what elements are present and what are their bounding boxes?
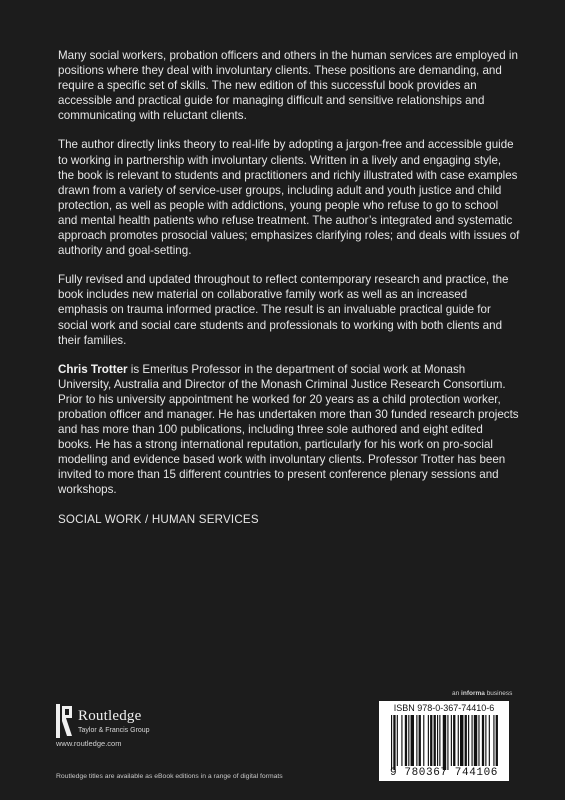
- blurb-paragraph-3: Fully revised and updated throughout to reflect contemporary research and practice, the book includes new material on collaborative family work as well as an increased emphasis on trauma informed practice. The result is an invaluable practical guide for social work and social care students and professionals to working with both clients and their families.: [58, 273, 509, 347]
- barcode-bar: [485, 715, 486, 766]
- barcode-bar: [493, 715, 494, 766]
- barcode-bar: [453, 715, 455, 766]
- barcode-bar: [472, 715, 473, 766]
- barcode-bar: [482, 715, 484, 766]
- blurb: [58, 48, 520, 527]
- barcode: [379, 701, 509, 781]
- informa-business-tag: [452, 690, 512, 697]
- informa-suffix: business: [484, 690, 513, 697]
- barcode-bar: [391, 715, 392, 770]
- ebook-footnote: Routledge titles are available as eBook editions in a range of digital formats: [56, 773, 283, 780]
- author-bio: [58, 362, 520, 498]
- blurb-paragraph-1: Many social workers, probation officers and others in the human services are employed in positions where they deal with involuntary clients. These positions are demanding, and require a specific set of skills. The new edition of this successful book provides an accessible and practical guide for managing difficult and sensitive relationships and communicating with reluctant clients.: [58, 49, 518, 123]
- barcode-bar: [416, 715, 417, 766]
- barcode-bar: [460, 715, 463, 766]
- barcode-bar: [393, 715, 395, 770]
- barcode-bar: [397, 715, 398, 766]
- blurb-paragraph-2: The author directly links theory to real-life by adopting a jargon-free and accessible guide to working in partnership with involuntary clients. Written in a lively and engaging style, the book is relevant to students and practitioners and richly illustrated with case examples drawn from a variety of service-user groups, including adult and youth justice and child protection, as well as people with addictions, young people who refuse to go to school and mental health patients who refuse treatment. The author’s integrated and systematic approach promotes prosocial values; emphasizes clarifying roles; and deals with issues of authority and goal-setting.: [58, 138, 520, 258]
- informa-prefix: an: [452, 690, 462, 697]
- isbn-label: ISBN 978-0-367-74410-6: [393, 703, 495, 713]
- barcode-bar: [423, 715, 424, 766]
- subject-category: SOCIAL WORK / HUMAN SERVICES: [58, 512, 259, 526]
- barcode-bar: [405, 715, 407, 766]
- barcode-bar: [408, 715, 409, 766]
- barcode-bar: [443, 715, 446, 770]
- author-bio-text: is Emeritus Professor in the department of social work at Monash University, Australia and Director of the Monash Criminal Justice Research Consortium. Prior to his university appointment he worked for 20 years as a child protection worker, probation officer and manager. He has undertaken more than 30 funded research projects and has more than 100 publications, including three sole authored and eight edited books. He has a strong international reputation, particularly for his work on pro-social modelling and evidence based work with involuntary clients. Professor Trotter has been invited to more than 15 different countries to present conference plenary sessions and workshops.: [58, 362, 519, 497]
- barcode-bar: [434, 715, 436, 766]
- barcode-bar: [451, 715, 452, 766]
- barcode-bar: [474, 715, 477, 766]
- barcode-bar: [465, 715, 467, 766]
- barcode-bars: [379, 701, 509, 771]
- routledge-mark-icon: [56, 704, 74, 738]
- isbn-digits: 9 780367 744106: [389, 767, 499, 779]
- author-name: Chris Trotter: [58, 362, 128, 376]
- publisher-logo: [56, 704, 186, 740]
- barcode-bar: [401, 715, 402, 766]
- barcode-bar: [411, 715, 414, 766]
- barcode-bar: [468, 715, 469, 766]
- barcode-bar: [419, 715, 421, 766]
- barcode-bar: [496, 715, 498, 766]
- barcode-bar: [458, 715, 459, 766]
- barcode-bar: [439, 715, 440, 766]
- informa-word: informa: [461, 690, 485, 697]
- barcode-bar: [447, 715, 448, 770]
- barcode-bar: [437, 715, 438, 766]
- barcode-bar: [428, 715, 429, 766]
- publisher-website: www.routledge.com: [56, 739, 122, 748]
- publisher-name: Routledge: [78, 708, 142, 724]
- barcode-bar: [430, 715, 432, 766]
- barcode-bar: [478, 715, 479, 766]
- publisher-group: Taylor & Francis Group: [78, 727, 150, 734]
- barcode-bar: [489, 715, 490, 766]
